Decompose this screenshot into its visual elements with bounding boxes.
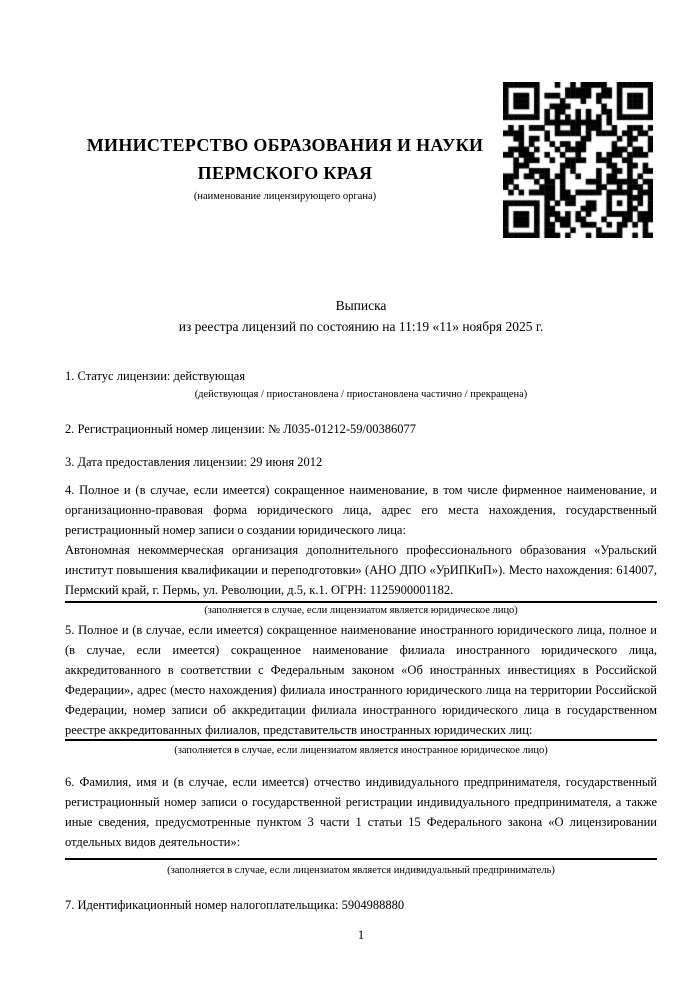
foreign-entity-section [65,620,657,740]
licensing-authority-caption: (наименование лицензирующего органа) [193,191,377,202]
grant-date-line: 3. Дата предоставления лицензии: 29 июня 2012 [65,455,323,469]
legal-entity-caption: (заполняется в случае, если лицензиатом является юридическое лицо) [204,605,518,616]
page-number: 1 [357,928,365,942]
foreign-entity-caption: (заполняется в случае, если лицензиатом является иностранное юридическое лицо) [174,745,548,756]
document-title-line1: Выписка [335,298,387,313]
license-status-caption: (действующая / приостановлена / приостановлена частично / прекращена) [194,389,528,400]
foreign-entity-fill-in-line [65,739,657,741]
ministry-name-line1: МИНИСТЕРСТВО ОБРАЗОВАНИЯ И НАУКИ [86,135,484,155]
legal-entity-intro: 4. Полное и (в случае, если имеется) сокращенное наименование, в том числе фирменное наименование, и организационно-правовая форма юридического лица, адрес его места нахождения, государственный регистрационный номер записи о создании юридического лица: [65,483,657,537]
document-title-line2: из реестра лицензий по состоянию на 11:19 «11» ноября 2025 г. [178,319,544,334]
legal-entity-fill-in-line [65,601,657,603]
license-status-line: 1. Статус лицензии: действующая [65,369,246,383]
registration-number-line: 2. Регистрационный номер лицензии: № Л035-01212-59/00386077 [65,422,416,436]
legal-entity-section [65,480,657,600]
document-title [65,295,657,337]
entrepreneur-caption: (заполняется в случае, если лицензиатом является индивидуальный предприниматель) [167,865,555,876]
legal-entity-value: Автономная некоммерческая организация дополнительного профессионального образования «Уральский институт повышения квалификации и переподготовки» (АНО ДПО «УрИПКиП»). Место нахождения: 614007, Пермский край, г. Пермь, ул. Революции, д.5, к.1. ОГРН: 1125900001182. [65,543,657,597]
entrepreneur-text: 6. Фамилия, имя и (в случае, если имеется) отчество индивидуального предпринимателя, государственный регистрационный номер записи о государственной регистрации индивидуального предпринимателя, а также иные сведения, предусмотренные пунктом 3 части 1 статьи 15 Федерального закона «О лицензировании отдельных видов деятельности»: [65,775,657,849]
foreign-entity-text: 5. Полное и (в случае, если имеется) сокращенное наименование иностранного юридического лица, полное и (в случае, если имеется) сокращенное наименование филиала иностранного юридического лица, аккредитованного в соответствии с Федеральным законом «Об иностранных инвестициях в Российской Федерации», адрес (место нахождения) филиала иностранного юридического лица на территории Российской Федерации, номер записи об аккредитации филиала иностранного юридического лица в государственном реестре аккредитованных филиалов, представительств иностранных юридических лиц: [65,623,657,737]
ministry-name-line2: ПЕРМСКОГО КРАЯ [197,163,373,183]
qr-code-image [503,82,653,238]
entrepreneur-fill-in-line [65,858,657,860]
entrepreneur-section [65,772,657,852]
taxpayer-id-line: 7. Идентификационный номер налогоплательщика: 5904988880 [65,898,405,912]
licensing-authority-block [65,131,505,203]
